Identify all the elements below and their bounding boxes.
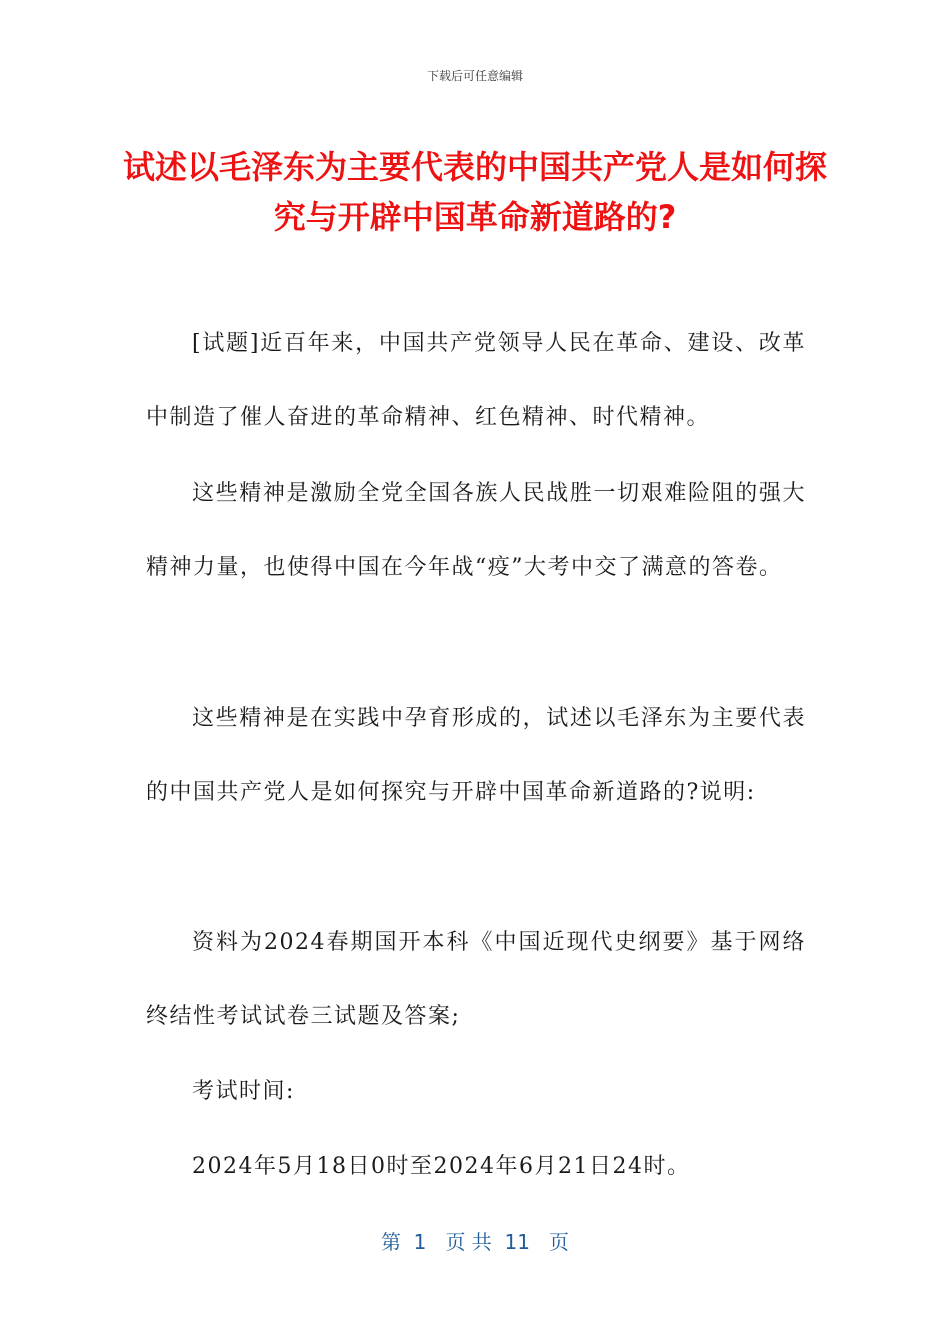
paragraph-spirit: 这些精神是激励全党全国各族人民战胜一切艰难险阻的强大精神力量，也使得中国在今年战“疫”大考中交了满意的答卷。 <box>146 481 806 580</box>
header-note: 下载后可任意编辑 <box>426 69 523 83</box>
page-number-footer: 第 1 页 共 11 页 <box>380 1230 570 1254</box>
paragraph-exam-time-label: 考试时间: <box>192 1079 295 1104</box>
paragraph-material: 资料为2024春期国开本科《中国近现代史纲要》基于网络终结性考试试卷三试题及答案; <box>146 930 806 1029</box>
paragraph-exam-time-value: 2024年5月18日0时至2024年6月21日24时。 <box>192 1154 691 1179</box>
document-title: 试述以毛泽东为主要代表的中国共产党人是如何探究与开辟中国革命新道路的? <box>122 148 827 236</box>
paragraph-question: 这些精神是在实践中孕育形成的，试述以毛泽东为主要代表的中国共产党人是如何探究与开辟中国革命新道路的?说明: <box>146 706 806 805</box>
paragraph-intro: [试题]近百年来，中国共产党领导人民在革命、建设、改革中制造了催人奋进的革命精神、红色精神、时代精神。 <box>146 331 806 430</box>
